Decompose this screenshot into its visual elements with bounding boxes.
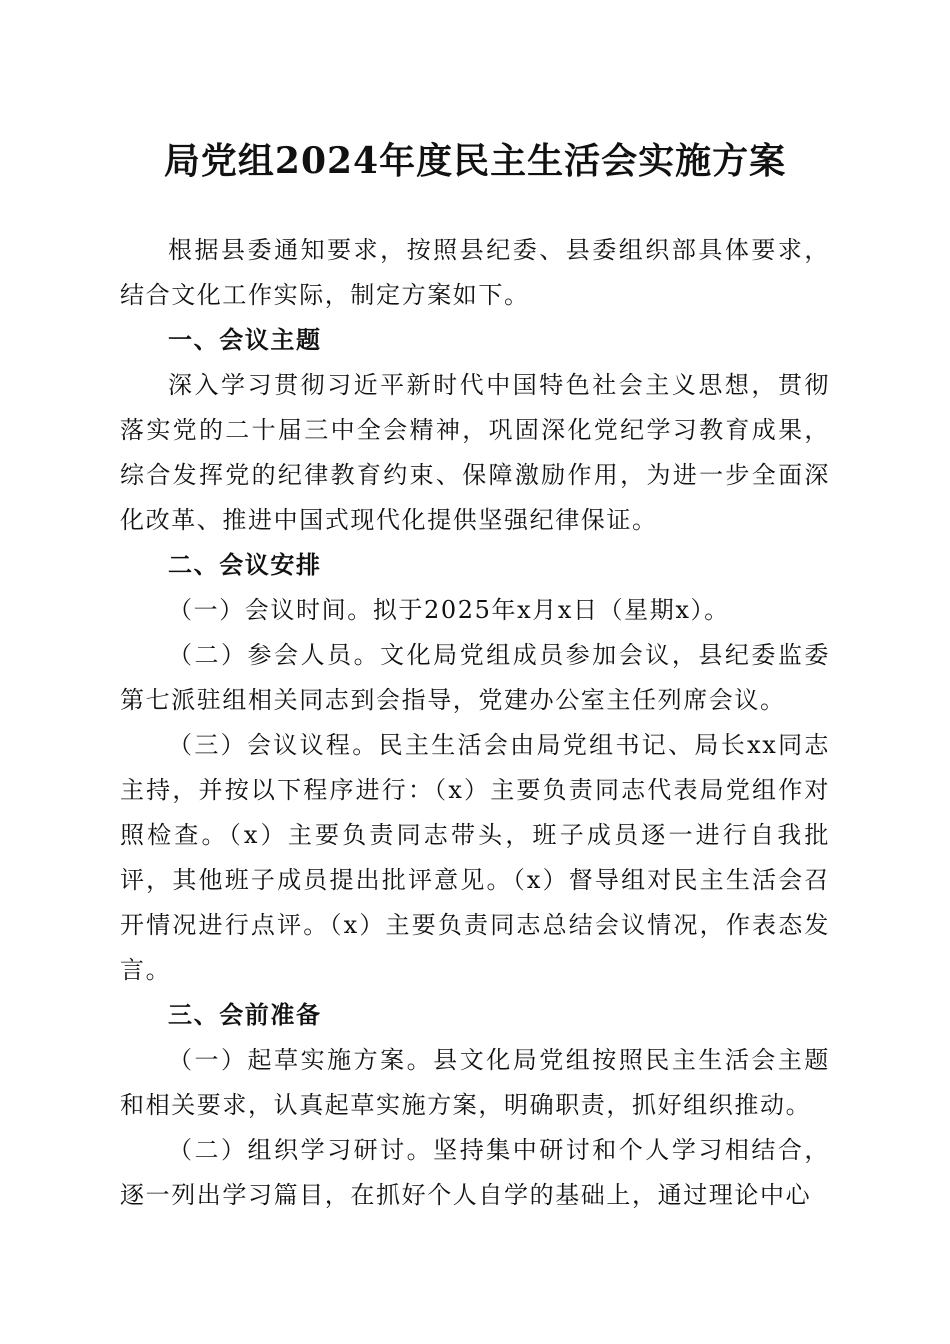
paragraph-text: 拟于2025年x月x日（星期x）。 bbox=[372, 596, 730, 624]
study-paragraph bbox=[120, 1128, 830, 1218]
paragraph-text: 深入学习贯彻习近平新时代中国特色社会主义思想，贯彻落实党的二十届三中全会精神，巩固深化党纪学习教育成果，综合发挥党的纪律教育约束、保障激励作用，为进一步全面深化改革、推进中国式现代化提供坚强纪律保证。 bbox=[120, 371, 830, 534]
attendees-paragraph bbox=[120, 633, 830, 723]
paragraph-label: （二）参会人员。 bbox=[168, 641, 381, 669]
paragraph-label: （一）会议时间。 bbox=[168, 596, 373, 624]
section-heading-arrangement: 二、会议安排 bbox=[168, 551, 322, 579]
section-heading-preparation: 三、会前准备 bbox=[168, 1001, 322, 1029]
theme-paragraph bbox=[120, 363, 830, 543]
agenda-paragraph bbox=[120, 723, 830, 993]
paragraph-text: 坚持集中研讨和个人学习相结合，逐一列出学习篇目，在抓好个人自学的基础上，通过理论中心 bbox=[120, 1136, 831, 1209]
paragraph-text: 民主生活会由局党组书记、局长xx同志主持，并按以下程序进行：（x）主要负责同志代表局党组作对照检查。（x）主要负责同志带头，班子成员逐一进行自我批评，其他班子成员提出批评意见。（x）督导组对民主生活会召开情况进行点评。（x）主要负责同志总结会议情况，作表态发言。 bbox=[120, 731, 830, 984]
paragraph-text: 县文化局党组按照民主生活会主题和相关要求，认真起草实施方案，明确职责，抓好组织推动。 bbox=[120, 1046, 831, 1119]
document-body bbox=[120, 228, 830, 1218]
meeting-time-paragraph bbox=[120, 588, 830, 633]
paragraph-label: （二）组织学习研讨。 bbox=[168, 1136, 434, 1164]
section-heading-theme: 一、会议主题 bbox=[168, 326, 322, 354]
document-title: 局党组2024年度民主生活会实施方案 bbox=[163, 140, 787, 182]
paragraph-text: 文化局党组成员参加会议，县纪委监委第七派驻组相关同志到会指导，党建办公室主任列席会议。 bbox=[120, 641, 830, 714]
drafting-paragraph bbox=[120, 1038, 830, 1128]
intro-paragraph: 根据县委通知要求，按照县纪委、县委组织部具体要求，结合文化工作实际，制定方案如下。 bbox=[120, 236, 830, 309]
paragraph-label: （三）会议议程。 bbox=[168, 731, 379, 759]
paragraph-label: （一）起草实施方案。 bbox=[168, 1046, 434, 1074]
